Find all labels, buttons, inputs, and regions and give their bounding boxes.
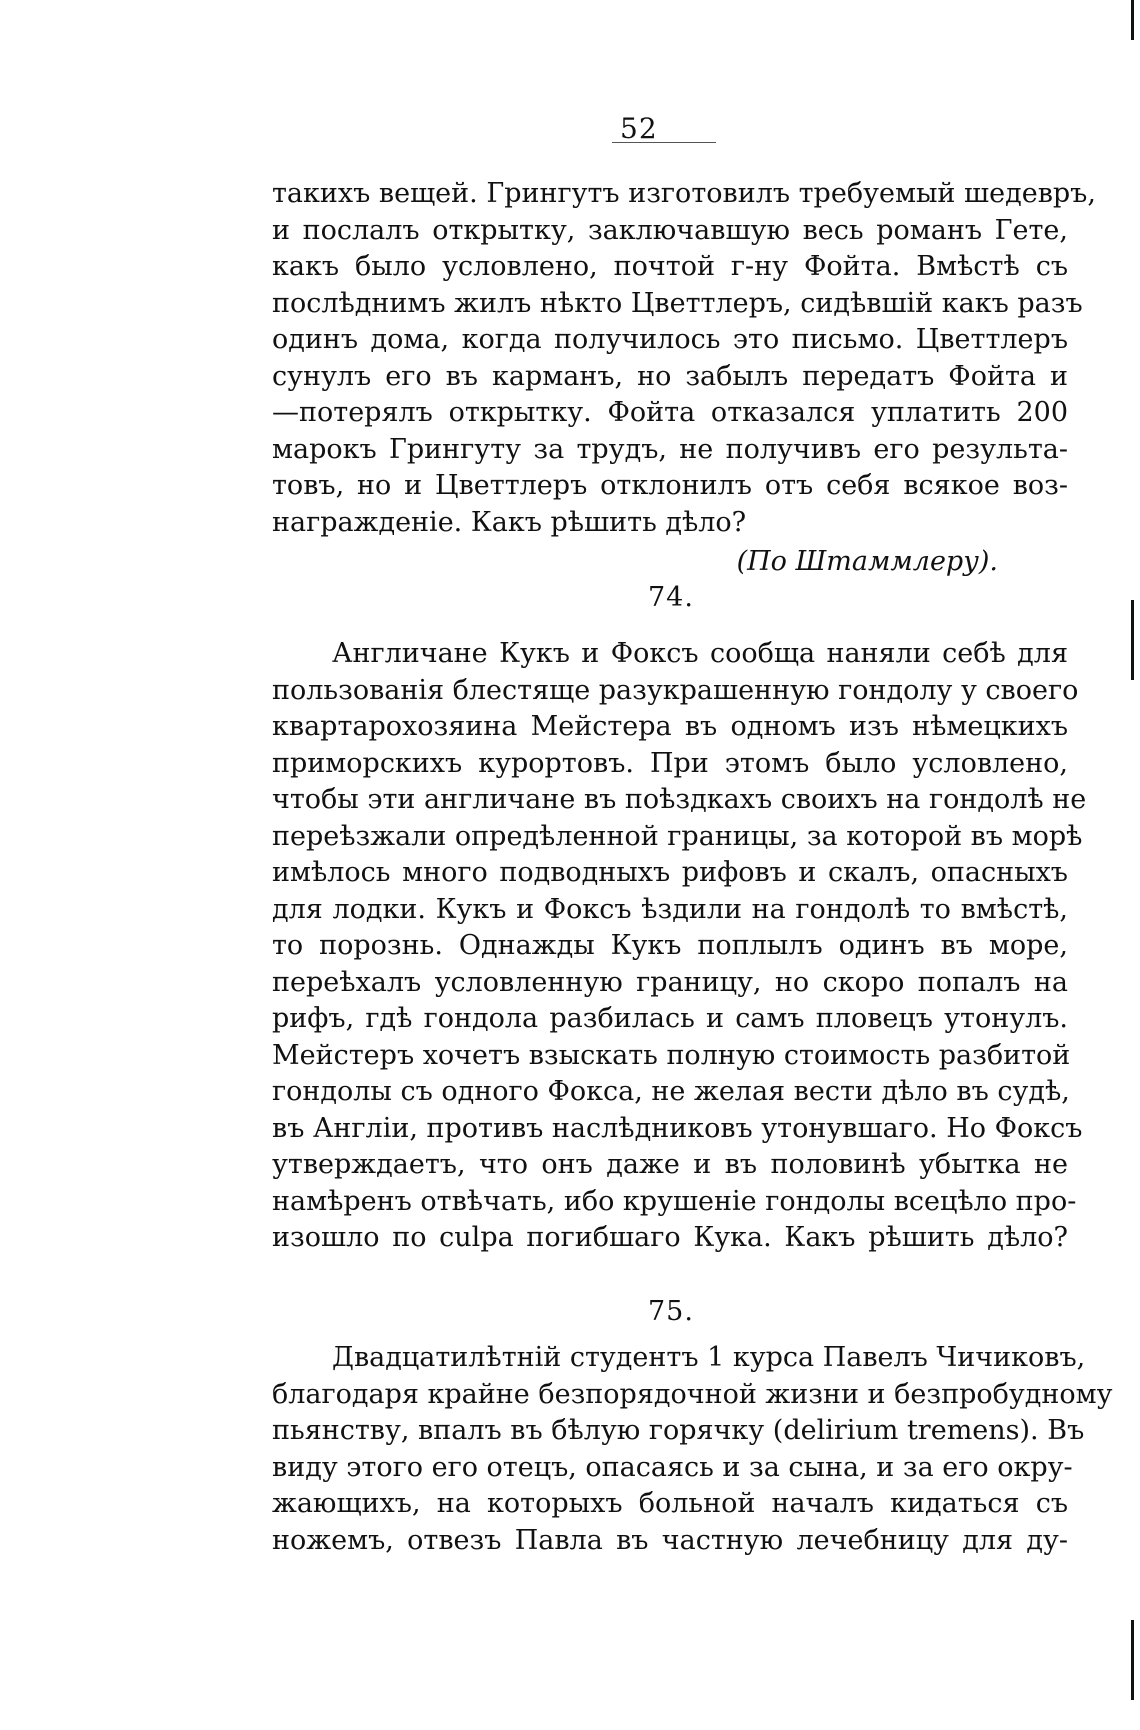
text-line: изошло по culpa погибшаго Кука. Какъ рѣшить дѣло? (272, 1222, 1068, 1253)
text-line: гондолы съ одного Фокса, не желая вести дѣло въ судѣ, (272, 1076, 1070, 1107)
text-line: одинъ дома, когда получилось это письмо. Цветтлеръ (272, 324, 1068, 355)
text-line: —потерялъ открытку. Фойта отказался уплатить 200 (272, 397, 1068, 428)
scan-edge-mark (1131, 0, 1134, 40)
text-line: пользованія блестяще разукрашенную гондолу у своего (272, 674, 1079, 706)
text-line: имѣлось много подводныхъ рифовъ и скалъ, опасныхъ (272, 857, 1068, 888)
text-line: виду этого его отецъ, опасаясь и за сына, и за его окру- (272, 1451, 1073, 1483)
scan-edge-mark (1131, 1620, 1134, 1700)
text-line: чтобы эти англичане въ поѣздкахъ своихъ на гондолѣ не (272, 784, 1087, 815)
text-line: какъ было условлено, почтой г-ну Фойта. Вмѣстѣ съ (272, 251, 1068, 282)
text-line: такихъ вещей. Грингутъ изготовилъ требуемый шедевръ, (272, 178, 1096, 209)
section-number-74: 74. (648, 582, 694, 613)
text-line: пьянству, впалъ въ бѣлую горячку (delirium tremens). Въ (272, 1415, 1085, 1446)
text-line: сунулъ его въ карманъ, но забылъ передатъ Фойта и (272, 360, 1068, 392)
text-line: благодаря крайне безпорядочной жизни и безпробудному (272, 1378, 1113, 1410)
text-line: и послалъ открытку, заключавшую весь романъ Гете, (272, 214, 1068, 246)
scan-edge-mark (1131, 600, 1134, 680)
text-line: намѣренъ отвѣчать, ибо крушеніе гондолы всецѣло про- (272, 1185, 1077, 1217)
text-line: переѣзжали опредѣленной границы, за которой въ морѣ (272, 820, 1083, 852)
text-line: ножемъ, отвезъ Павла въ частную лечебницу для ду- (272, 1524, 1068, 1556)
page-number: 52 (620, 112, 658, 145)
section-75-paragraph (272, 1340, 1113, 1559)
text-line: въ Англіи, противъ наслѣдниковъ утонувшаго. Но Фоксъ (272, 1112, 1083, 1144)
text-line: то порознь. Однажды Кукъ поплылъ одинъ въ море, (272, 930, 1068, 961)
text-line: марокъ Грингуту за трудъ, не получивъ его результа- (272, 433, 1068, 465)
text-line: Двадцатилѣтній студентъ 1 курса Павелъ Чичиковъ, (332, 1342, 1086, 1373)
text-line: для лодки. Кукъ и Фоксъ ѣздили на гондолѣ то вмѣстѣ, (272, 893, 1068, 925)
text-line: жающихъ, на которыхъ больной началъ кидаться съ (272, 1488, 1068, 1519)
continuation-paragraph (272, 176, 1096, 541)
section-number-75: 75. (648, 1296, 694, 1327)
text-line: квартарохозяина Мейстера въ одномъ изъ нѣмецкихъ (272, 711, 1068, 742)
text-line: награжденіе. Какъ рѣшить дѣло? (272, 506, 747, 538)
section-74-paragraph (272, 636, 1087, 1257)
text-line: послѣднимъ жилъ нѣкто Цветтлеръ, сидѣвшій какъ разъ (272, 287, 1083, 319)
text-line: товъ, но и Цветтлеръ отклонилъ отъ себя всякое воз- (272, 470, 1068, 501)
text-line: Мейстеръ хочетъ взыскать полную стоимость разбитой (272, 1039, 1071, 1071)
text-line: переѣхалъ условленную границу, но скоро попалъ на (272, 966, 1068, 998)
text-line: рифъ, гдѣ гондола разбилась и самъ пловецъ утонулъ. (272, 1003, 1068, 1034)
page-number-rule (612, 142, 716, 143)
text-line: приморскихъ курортовъ. При этомъ было условлено, (272, 747, 1068, 779)
attribution: (По Штаммлеру). (736, 546, 998, 577)
text-line: утверждаетъ, что онъ даже и въ половинѣ убытка не (272, 1149, 1068, 1180)
text-line: Англичане Кукъ и Фоксъ сообща наняли себѣ для (332, 638, 1068, 669)
